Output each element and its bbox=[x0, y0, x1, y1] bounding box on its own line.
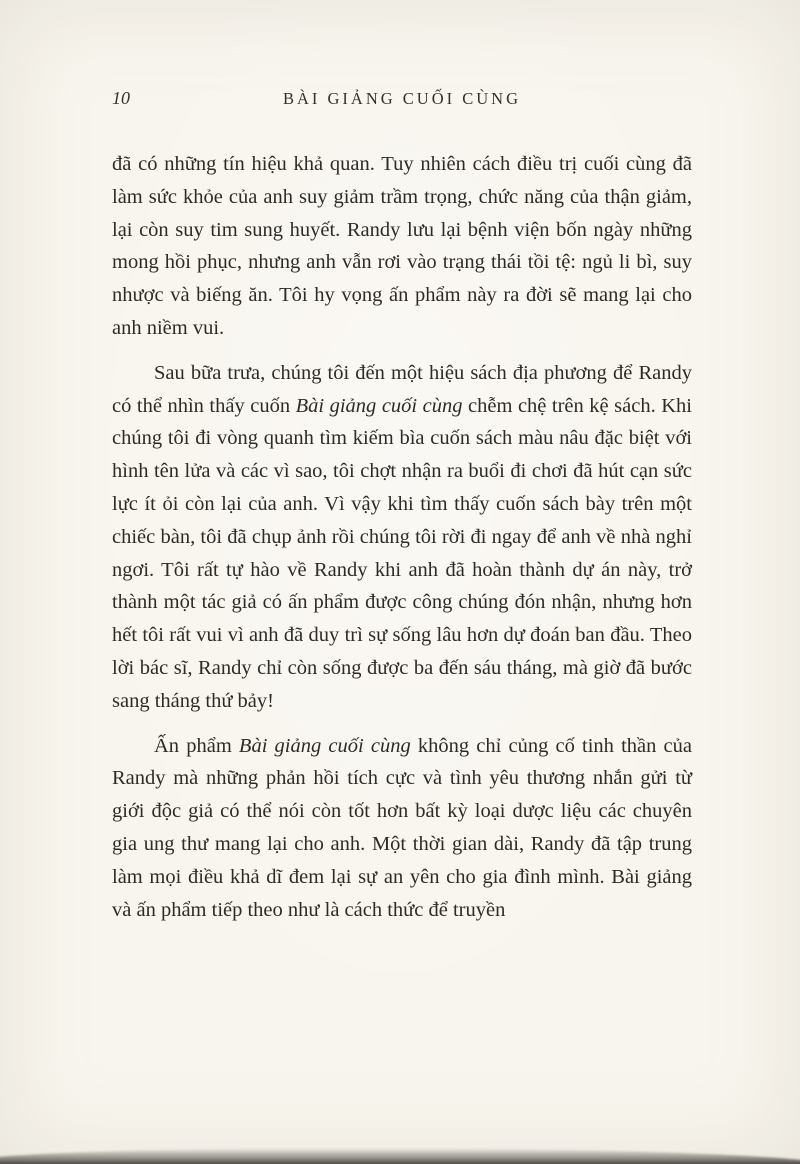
running-title: BÀI GIẢNG CUỐI CÙNG bbox=[282, 89, 522, 108]
page-body bbox=[112, 148, 692, 938]
text-run: Ấn phẩm bbox=[154, 734, 239, 757]
paragraph bbox=[112, 148, 692, 345]
paragraph bbox=[112, 730, 692, 927]
page-number: 10 bbox=[112, 88, 130, 108]
page-header bbox=[112, 88, 692, 116]
book-title-italic: Bài giảng cuối cùng bbox=[238, 734, 411, 757]
page-bottom-scan-edge bbox=[0, 1148, 800, 1164]
book-title-italic: Bài giảng cuối cùng bbox=[295, 394, 463, 417]
text-run: đã có những tín hiệu khả quan. Tuy nhiên cách điều trị cuối cùng đã làm sức khỏe của anh suy giảm trầm trọng, chức năng của thận giảm, lại còn suy tim sung huyết. Randy lưu lại bệnh viện bốn ngày những mong hồi phục, nhưng anh vẫn rơi vào trạng thái tồi tệ: ngủ li bì, suy nhược và biếng ăn. Tôi hy vọng ấn phẩm này ra đời sẽ mang lại cho anh niềm vui. bbox=[112, 153, 692, 339]
text-run: chễm chệ trên kệ sách. Khi chúng tôi đi vòng quanh tìm kiếm bìa cuốn sách màu nâu đặc biệt với hình tên lửa và các vì sao, tôi chợt nhận ra buổi đi chơi đã hút cạn sức lực ít ỏi còn lại của anh. Vì vậy khi tìm thấy cuốn sách bày trên một chiếc bàn, tôi đã chụp ảnh rồi chúng tôi rời đi ngay để anh về nhà nghỉ ngơi. Tôi rất tự hào về Randy khi anh đã hoàn thành dự án này, trở thành một tác giả có ấn phẩm được công chúng đón nhận, nhưng hơn hết tôi rất vui vì anh đã duy trì sự sống lâu hơn dự đoán ban đầu. Theo lời bác sĩ, Randy chỉ còn sống được ba đến sáu tháng, mà giờ đã bước sang tháng thứ bảy! bbox=[112, 394, 693, 712]
paragraph bbox=[112, 357, 692, 718]
text-run: Sau bữa trưa, chúng tôi đến một hiệu sách địa phương để Randy có thể nhìn thấy cuốn bbox=[112, 361, 692, 417]
text-run: không chỉ củng cố tinh thần của Randy mà những phản hồi tích cực và tình yêu thương nhắn gửi từ giới độc giả có thể nói còn tốt hơn bất kỳ loại dược liệu các chuyên gia ung thư mang lại cho anh. Một thời gian dài, Randy đã tập trung làm mọi điều khả dĩ đem lại sự an yên cho gia đình mình. Bài giảng và ấn phẩm tiếp theo như là cách thức để truyền bbox=[112, 734, 692, 921]
